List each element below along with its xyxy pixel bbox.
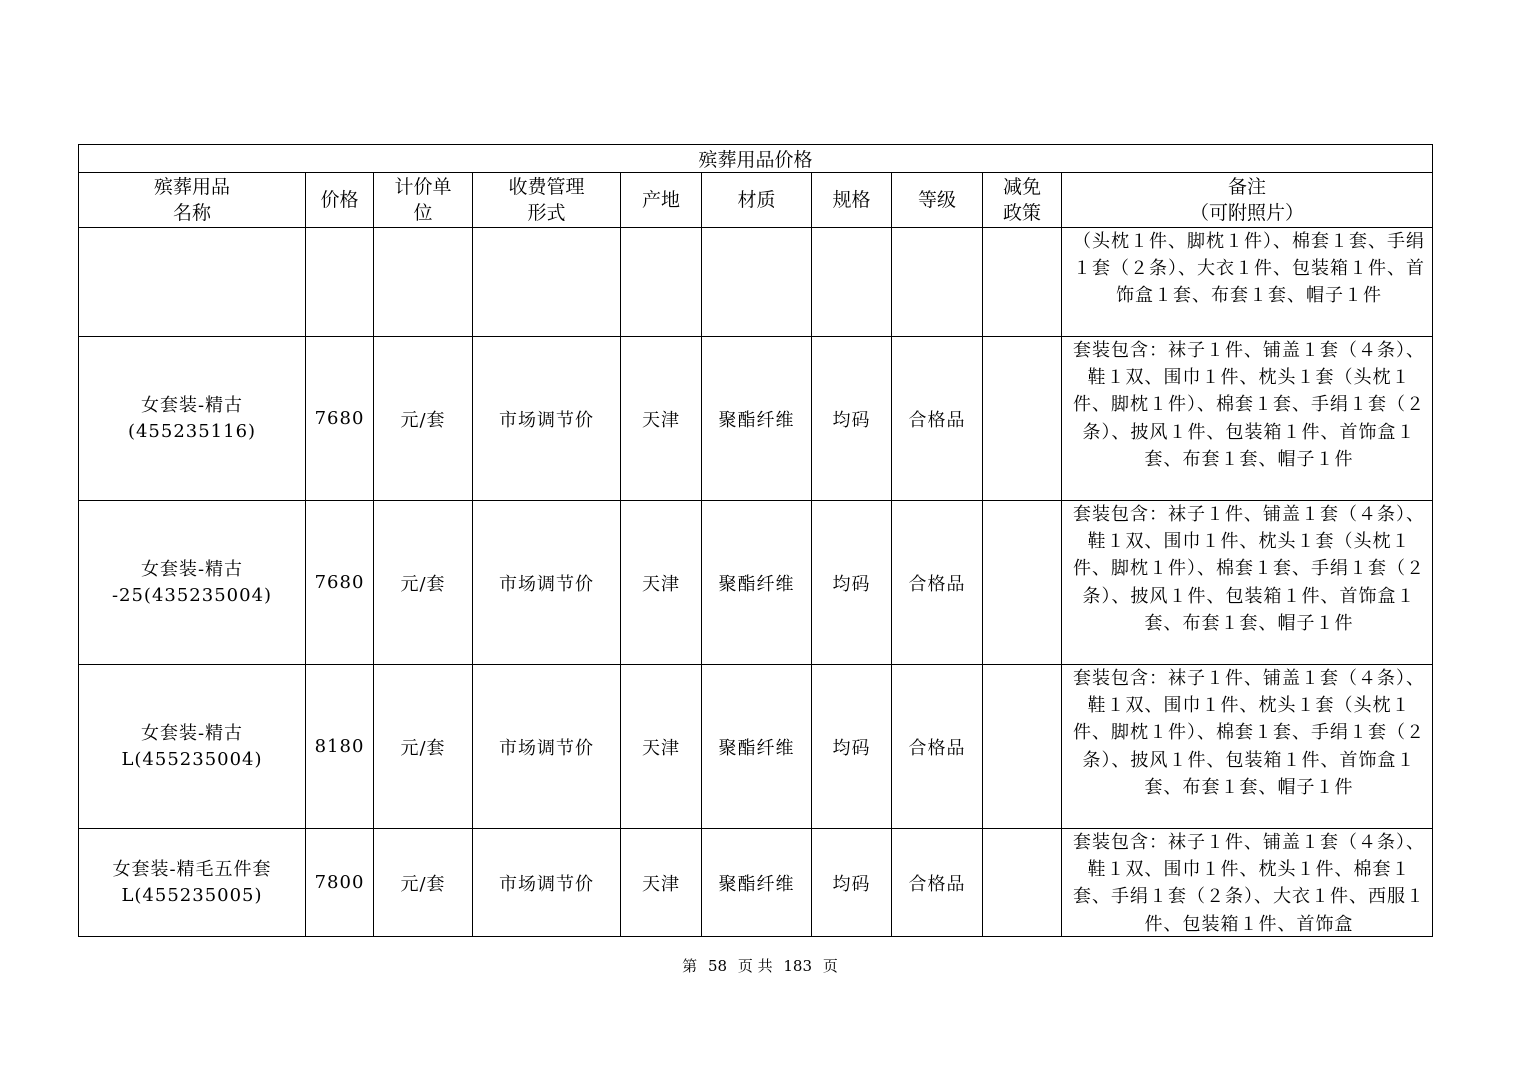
item-spec: 均码: [812, 829, 892, 937]
item-name: 女套装-精毛五件套 L(455235005): [79, 829, 306, 937]
item-policy: [983, 665, 1062, 829]
item-spec: [812, 228, 892, 337]
header-cell: 殡葬用品 名称: [79, 173, 306, 228]
table-row: [79, 228, 1433, 337]
item-note: （头枕１件、脚枕１件）、棉套１套、手绢１套（２条）、大衣１件、包装箱１件、首饰盒１套、布套１套、帽子１件: [1062, 228, 1433, 337]
table-row: [79, 665, 1433, 829]
header-cell: 等级: [892, 173, 983, 228]
footer-suffix: 页: [822, 957, 838, 975]
header-cell: 收费管理 形式: [473, 173, 621, 228]
footer-mid: 页 共: [737, 957, 773, 975]
item-spec: 均码: [812, 665, 892, 829]
header-cell: 价格: [306, 173, 374, 228]
table-title: 殡葬用品价格: [79, 145, 1433, 173]
item-note-text: 套装包含：袜子１件、铺盖１套（４条）、鞋１双、围巾１件、枕头１件、棉套１套、手绢１套（２条）、大衣１件、西服１件、包装箱１件、首饰盒: [1073, 832, 1425, 935]
header-cell: 备注 （可附照片）: [1062, 173, 1433, 228]
item-name: [79, 228, 306, 337]
item-note: 套装包含：袜子１件、铺盖１套（４条）、鞋１双、围巾１件、枕头１套（头枕１件、脚枕１件）、棉套１套、手绢１套（２条）、披风１件、包装箱１件、首饰盒１套、布套１套、帽子１件: [1062, 665, 1433, 829]
item-fee-form: 市场调节价: [473, 337, 621, 501]
item-origin: 天津: [621, 501, 702, 665]
table-row: [79, 337, 1433, 501]
item-policy: [983, 228, 1062, 337]
item-spec: 均码: [812, 501, 892, 665]
header-cell: 产地: [621, 173, 702, 228]
item-price: [306, 228, 374, 337]
header-cell: 材质: [702, 173, 812, 228]
item-name: 女套装-精古 -25(435235004): [79, 501, 306, 665]
table-row: [79, 501, 1433, 665]
item-price: 7680: [306, 501, 374, 665]
item-policy: [983, 501, 1062, 665]
item-price: 7680: [306, 337, 374, 501]
item-material: 聚酯纤维: [702, 829, 812, 937]
table-header-row: [79, 173, 1433, 228]
item-note: [1062, 829, 1433, 937]
item-policy: [983, 337, 1062, 501]
table-row: [79, 829, 1433, 937]
item-unit: 元/套: [374, 337, 473, 501]
item-price: 8180: [306, 665, 374, 829]
item-unit: 元/套: [374, 501, 473, 665]
item-grade: 合格品: [892, 829, 983, 937]
item-grade: 合格品: [892, 501, 983, 665]
item-spec: 均码: [812, 337, 892, 501]
item-origin: [621, 228, 702, 337]
item-fee-form: 市场调节价: [473, 665, 621, 829]
header-cell: 减免 政策: [983, 173, 1062, 228]
page-footer: [0, 955, 1520, 976]
header-cell: 规格: [812, 173, 892, 228]
item-grade: [892, 228, 983, 337]
footer-prefix: 第: [682, 957, 698, 975]
item-material: 聚酯纤维: [702, 665, 812, 829]
item-price: 7800: [306, 829, 374, 937]
item-note: 套装包含：袜子１件、铺盖１套（４条）、鞋１双、围巾１件、枕头１套（头枕１件、脚枕１件）、棉套１套、手绢１套（２条）、披风１件、包装箱１件、首饰盒１套、布套１套、帽子１件: [1062, 337, 1433, 501]
item-policy: [983, 829, 1062, 937]
footer-total-pages: 183: [783, 957, 813, 975]
item-grade: 合格品: [892, 665, 983, 829]
header-cell: 计价单 位: [374, 173, 473, 228]
item-name: 女套装-精古 (455235116): [79, 337, 306, 501]
item-fee-form: [473, 228, 621, 337]
item-material: 聚酯纤维: [702, 337, 812, 501]
item-material: [702, 228, 812, 337]
item-fee-form: 市场调节价: [473, 829, 621, 937]
item-note: 套装包含：袜子１件、铺盖１套（４条）、鞋１双、围巾１件、枕头１套（头枕１件、脚枕１件）、棉套１套、手绢１套（２条）、披风１件、包装箱１件、首饰盒１套、布套１套、帽子１件: [1062, 501, 1433, 665]
item-origin: 天津: [621, 665, 702, 829]
item-fee-form: 市场调节价: [473, 501, 621, 665]
item-unit: [374, 228, 473, 337]
funeral-goods-price-table: [78, 144, 1433, 937]
item-origin: 天津: [621, 337, 702, 501]
footer-page-number: 58: [707, 957, 728, 975]
item-unit: 元/套: [374, 829, 473, 937]
item-grade: 合格品: [892, 337, 983, 501]
item-material: 聚酯纤维: [702, 501, 812, 665]
item-unit: 元/套: [374, 665, 473, 829]
item-origin: 天津: [621, 829, 702, 937]
item-name: 女套装-精古 L(455235004): [79, 665, 306, 829]
